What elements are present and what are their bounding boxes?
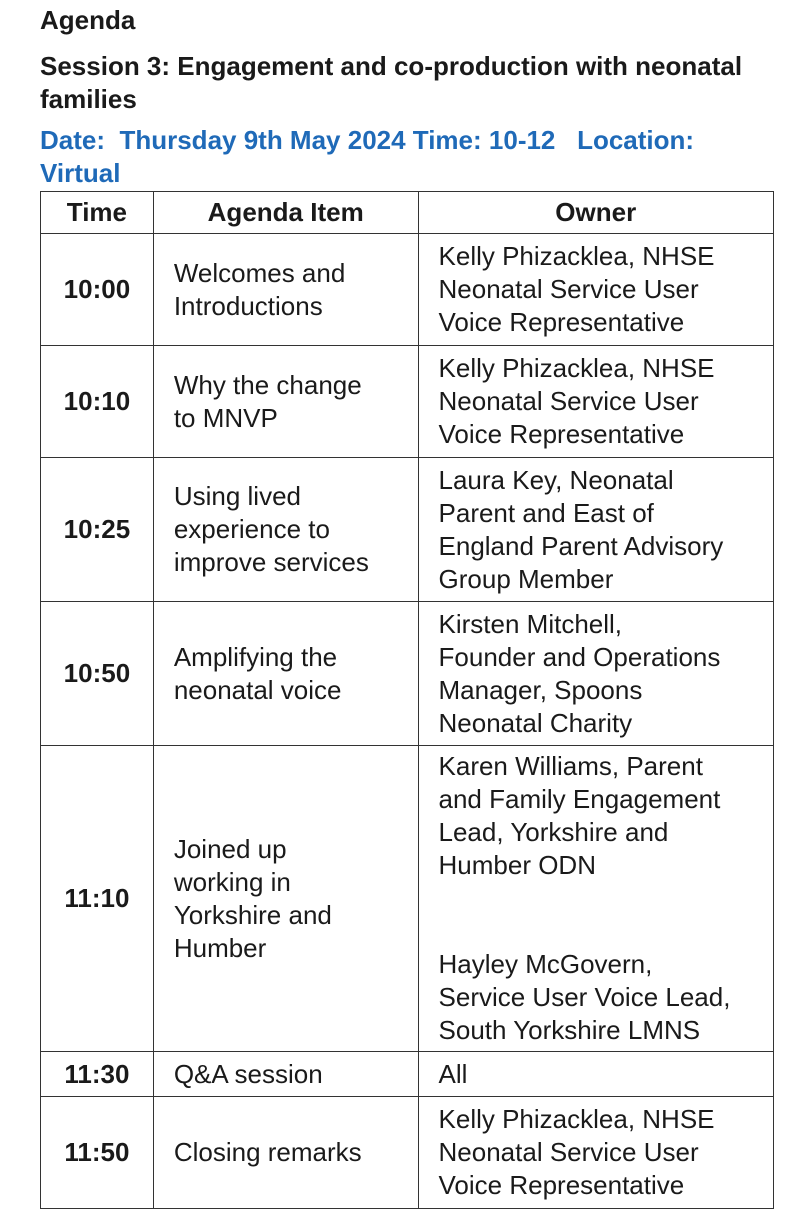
owner-line: Voice Representative xyxy=(438,1170,685,1200)
owner-line: Voice Representative xyxy=(438,419,685,449)
owner-cell xyxy=(418,1052,773,1097)
table-row xyxy=(41,458,774,602)
owner-cell xyxy=(418,746,773,1052)
agenda-item-cell xyxy=(153,458,418,602)
session-meta xyxy=(40,124,780,190)
owner-line: Kelly Phizacklea, NHSE xyxy=(438,1104,715,1134)
owner-cell xyxy=(418,602,773,746)
agenda-item-line: experience to xyxy=(173,514,330,544)
owner-line: Group Member xyxy=(438,563,614,594)
owner-line: Kelly Phizacklea, NHSE xyxy=(438,353,715,383)
agenda-item-line: Welcomes and xyxy=(173,257,346,288)
owner-line: Neonatal Service User xyxy=(438,386,699,416)
session-title xyxy=(40,50,780,116)
owner-line: Lead, Yorkshire and xyxy=(438,817,669,847)
time-cell: 11:10 xyxy=(41,746,154,1052)
agenda-item-line: Amplifying the xyxy=(173,641,338,672)
table-header-row xyxy=(41,192,774,234)
agenda-item-line: Using lived xyxy=(173,481,301,511)
owner-cell xyxy=(418,234,773,346)
agenda-item-line: Why the change xyxy=(173,369,362,400)
owner-line: Service User Voice Lead, xyxy=(438,982,731,1012)
owner-line: Karen Williams, Parent xyxy=(438,751,703,781)
owner-line: and Family Engagement xyxy=(438,784,721,814)
owner-line: Parent and East of xyxy=(438,497,654,528)
agenda-item-line: working in xyxy=(173,866,291,897)
agenda-item-line: neonatal voice xyxy=(173,674,342,705)
agenda-item-cell xyxy=(153,346,418,458)
time-cell: 10:10 xyxy=(41,346,154,458)
agenda-item-line: improve services xyxy=(173,547,369,577)
table-row xyxy=(41,746,774,1052)
owner-line: All xyxy=(438,1058,468,1089)
agenda-item-cell xyxy=(153,602,418,746)
page-title: Agenda xyxy=(40,5,136,35)
table-row xyxy=(41,602,774,746)
owner-cell xyxy=(418,1097,773,1209)
owner-line: Neonatal Service User xyxy=(438,274,699,304)
time-cell: 10:25 xyxy=(41,458,154,602)
agenda-table xyxy=(40,191,774,1209)
owner-line: Neonatal Charity xyxy=(438,707,633,738)
session-title-line: Session 3: Engagement and co-production with neonatal xyxy=(40,51,743,81)
agenda-item-cell xyxy=(153,746,418,1052)
owner-line: Laura Key, Neonatal xyxy=(438,464,674,495)
owner-line: Founder and Operations xyxy=(438,641,721,672)
agenda-item-line: Yorkshire and xyxy=(173,899,332,930)
session-meta-line: Date: Thursday 9th May 2024 Time: 10-12 Location: xyxy=(40,125,695,155)
agenda-item-line: Joined up xyxy=(173,833,287,864)
owner-line: Voice Representative xyxy=(438,307,685,337)
table-row xyxy=(41,234,774,346)
owner-cell xyxy=(418,458,773,602)
owner-cell xyxy=(418,346,773,458)
owner-line: South Yorkshire LMNS xyxy=(438,1015,701,1045)
owner-line: Kirsten Mitchell, xyxy=(438,608,623,639)
owner-line: Neonatal Service User xyxy=(438,1137,699,1167)
time-cell: 11:50 xyxy=(41,1097,154,1209)
time-cell: 10:50 xyxy=(41,602,154,746)
session-title-line: families xyxy=(40,84,137,114)
agenda-item-line: Introductions xyxy=(173,290,323,321)
agenda-item-line: to MNVP xyxy=(173,402,278,433)
agenda-item-cell xyxy=(153,1052,418,1097)
table-row xyxy=(41,346,774,458)
owner-line: Hayley McGovern, xyxy=(438,949,653,979)
time-cell: 10:00 xyxy=(41,234,154,346)
agenda-item-cell xyxy=(153,234,418,346)
session-meta-line: Virtual xyxy=(40,158,121,188)
column-header-owner: Owner xyxy=(418,192,773,234)
owner-line: England Parent Advisory xyxy=(438,530,724,561)
agenda-item-line: Humber xyxy=(173,932,267,963)
agenda-item-cell xyxy=(153,1097,418,1209)
column-header-agenda-item: Agenda Item xyxy=(153,192,418,234)
table-row xyxy=(41,1052,774,1097)
agenda-document xyxy=(40,0,780,1200)
owner-line: Humber ODN xyxy=(438,850,596,880)
column-header-time: Time xyxy=(41,192,154,234)
agenda-item-line: Closing remarks xyxy=(173,1137,362,1167)
owner-line: Manager, Spoons xyxy=(438,674,643,705)
owner-line: Kelly Phizacklea, NHSE xyxy=(438,241,715,271)
agenda-item-line: Q&A session xyxy=(173,1058,323,1089)
time-cell: 11:30 xyxy=(41,1052,154,1097)
table-row xyxy=(41,1097,774,1209)
owner-spacer xyxy=(439,882,765,948)
